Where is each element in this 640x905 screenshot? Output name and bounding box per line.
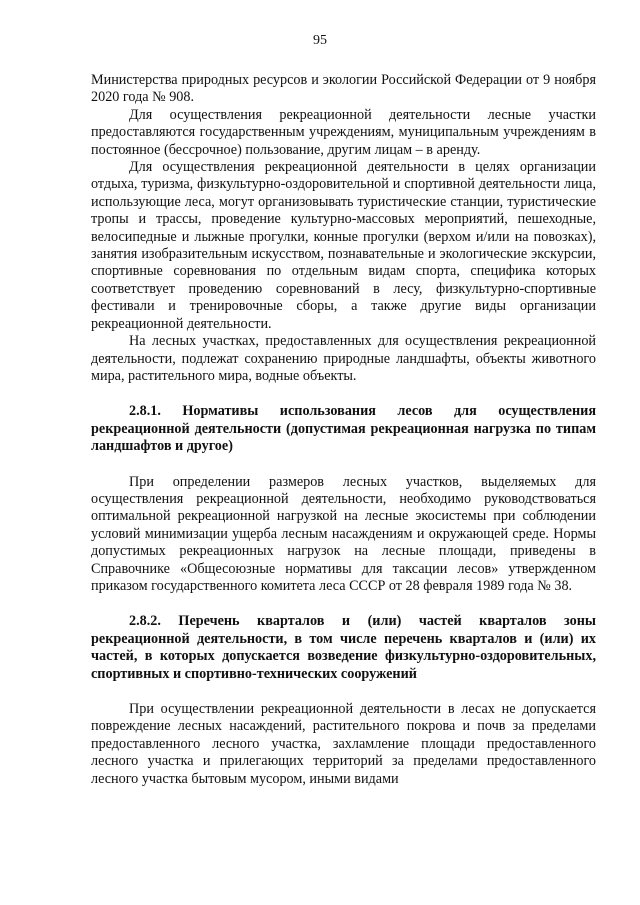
section-body-2-8-2: При осуществлении рекреационной деятельности в лесах не допускается повреждение лесных насаждений, растительного покрова и почв за пределами предоставленного лесного участка, захламление площади предоставленного лесного участка и прилегающих территорий за пределами предоставленного лесного участка бытовым мусором, иными видами [91,701,596,787]
paragraph-land-allocation: Для осуществления рекреационной деятельности лесные участки предоставляются государственным учреждениям, муниципальным учреждениям в постоянное (бессрочное) пользование, другим лицам – в аренду. [91,106,596,158]
page-number: 95 [313,33,327,48]
paragraph-landscape-preservation: На лесных участках, предоставленных для осуществления рекреационной деятельности, подлежат сохранению природные ландшафты, объекты животного мира, растительного мира, водные объекты. [91,333,596,384]
page-content [91,72,596,788]
paragraph-continuation: Министерства природных ресурсов и экологии Российской Федерации от 9 ноября 2020 года № 908. [91,72,596,106]
section-heading-2-8-1: 2.8.1. Нормативы использования лесов для осуществления рекреационной деятельности (допустимая рекреационная нагрузка по типам ландшафтов и другое) [91,403,596,455]
section-body-2-8-1: При определении размеров лесных участков, выделяемых для осуществления рекреационной деятельности, необходимо руководствоваться оптимальной рекреационной нагрузкой на лесные экосистемы при соблюдении условий минимизации ущерба лесным насаждениям и окружающей среде. Нормы допустимых рекреационных нагрузок на лесные площади, приведены в Справочнике «Общесоюзные нормативы для таксации лесов» утвержденном приказом государственного комитета леса СССР от 28 февраля 1989 года № 38. [91,473,596,594]
section-heading-2-8-2: 2.8.2. Перечень кварталов и (или) частей кварталов зоны рекреационной деятельности, в том числе перечень кварталов и (или) их частей, в которых допускается возведение физкультурно-оздоровительных, спортивных и спортивно-технических сооружений [91,613,596,682]
paragraph-recreation-activities: Для осуществления рекреационной деятельности в целях организации отдыха, туризма, физкультурно-оздоровительной и спортивной деятельности лица, использующие леса, могут организовывать туристические станции, туристические тропы и трассы, проведение культурно-массовых мероприятий, пешеходные, велосипедные и лыжные прогулки, конные прогулки (верхом и/или на повозках), занятия изобразительным искусством, познавательные и экологические экскурсии, спортивные соревнования по отдельным видам спорта, специфика которых соответствует проведению соревнований в лесу, физкультурно-спортивные фестивали и тренировочные сборы, а также другие виды организации рекреационной деятельности. [91,159,596,332]
